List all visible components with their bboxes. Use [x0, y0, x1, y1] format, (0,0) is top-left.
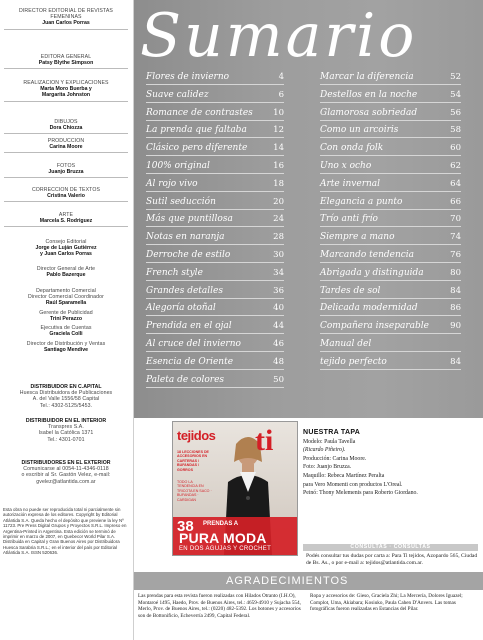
toc-entry[interactable]: [146, 321, 284, 334]
credit-name: Pablo Bazerque: [46, 272, 86, 279]
toc-entry[interactable]: [320, 321, 461, 334]
acknowledgements: [134, 572, 483, 640]
toc-entry[interactable]: [320, 108, 461, 121]
toc-entry-page: 90: [450, 321, 461, 332]
cover-headline: PURA MODA: [179, 530, 267, 546]
toc-entry-page: 14: [273, 143, 284, 154]
credit-block: [4, 187, 128, 202]
toc-entry-title: French style: [146, 267, 203, 278]
toc-entry[interactable]: [320, 161, 461, 174]
toc-entry-page: 40: [273, 303, 284, 314]
toc-entry-title: Derroche de estilo: [146, 250, 231, 260]
toc-entry-title: Uno x ocho: [320, 161, 372, 171]
toc-entry-title: Con onda folk: [320, 143, 384, 154]
toc-entry-page: 52: [450, 72, 461, 82]
credit-heading: Director General de Arte: [36, 266, 96, 272]
distribution-heading: DISTRIBUIDOR EN C.APITAL: [30, 384, 102, 390]
credit-block: [4, 163, 128, 178]
credit-heading: Ejecutiva de Cuentas: [40, 325, 92, 331]
toc-entry-page: 74: [450, 232, 461, 243]
toc-entry-page: 56: [450, 107, 461, 118]
toc-entry-title: Destellos en la noche: [320, 89, 418, 100]
toc-entry-rule: [320, 84, 461, 85]
credit-name: Dora Chiozza: [49, 125, 83, 132]
credit-name: Jorge de Luján Gutiérrez: [35, 245, 97, 252]
credit-name: Marta Moro Buerba y: [40, 86, 92, 93]
toc-entry-page: 46: [273, 339, 284, 349]
toc-entry-page: 16: [273, 161, 284, 171]
toc-entry[interactable]: [320, 90, 461, 103]
credit-block: [4, 138, 128, 153]
toc-entry[interactable]: [146, 375, 284, 388]
toc-entry-page: 28: [273, 232, 284, 243]
credit-heading: REALIZACION Y EXPLICACIONES: [23, 80, 109, 86]
cover-number: 38: [177, 518, 194, 535]
toc-entry[interactable]: [146, 357, 284, 370]
toc-entry-rule: [146, 280, 284, 281]
toc-entry-rule: [146, 244, 284, 245]
credit-heading: PRODUCCION: [47, 138, 85, 144]
toc-entry[interactable]: [320, 72, 461, 85]
distribution-line: o escribir al Sr. Gastón Velez, e-mail:: [21, 472, 111, 479]
toc-entry-page: 64: [450, 178, 461, 189]
credit-name: Marcela S. Rodriguez: [39, 218, 93, 225]
toc-entry-rule: [320, 315, 461, 316]
cover-logo: tejidos: [177, 428, 216, 443]
toc-entry-page: 4: [278, 72, 284, 82]
tapa-line: (Ricardo Piñeiro).: [303, 447, 346, 454]
credit-name: Carina Moore: [49, 144, 83, 151]
toc-entry-rule: [146, 387, 284, 388]
tapa-line: Foto: Juanjo Bruzza.: [303, 464, 352, 471]
legal-text: Esta obra no puede ser reproducida total ni parcialmente sin autorización expresa de los editores. Copyright by Editorial Atlántida S.A. Queda hecho el depósito que previene la ley Nº 11723. Pre Press Digital Grupos y Proyectos S.R.L. Impreso en Argentina-Printed in Argentina. Esta edición se terminó de imprimir en marzo de 2007, en Quebecor World Pilar S.A. Distribuida en Capital y Gran Buenos Aires por Distribuidora Huesca Sarabria S.R.L.; en el interior del país por Editorial Atlántida S.A. ISSN 520636.: [3, 507, 127, 556]
toc-entry[interactable]: [320, 357, 461, 370]
toc-entry[interactable]: [146, 197, 284, 210]
toc-entry-page: 86: [450, 303, 461, 314]
toc-entry-rule: [146, 262, 284, 263]
toc-entry-page: 70: [450, 214, 461, 225]
credit-heading: Departamento Comercial: [36, 288, 96, 294]
toc-entry-page: 36: [273, 285, 284, 296]
toc-entry-rule: [320, 209, 461, 210]
toc-entry-title: Alegoría otoñal: [146, 303, 216, 314]
credit-divider: [4, 226, 128, 227]
toc-entry-rule: [146, 84, 284, 85]
distribution-block: [4, 418, 128, 443]
toc-entry-rule: [320, 244, 461, 245]
toc-entry-page: 48: [273, 356, 284, 367]
acknowledgements-bar: [134, 572, 483, 590]
credit-divider: [4, 177, 128, 178]
toc-entry-page: 6: [278, 89, 284, 100]
toc-entry-title: Como un arcoiris: [320, 125, 399, 136]
toc-entry-title: Glamorosa sobriedad: [320, 107, 418, 118]
cover-thumbnail: [172, 421, 298, 556]
cover-side-text-2: TODO LA TENDENCIA EN TRICOTA EN SACO · BUFANDAS · CARDIGAN: [177, 480, 212, 502]
toc-entry-rule: [146, 369, 284, 370]
toc-entry[interactable]: [320, 250, 461, 263]
toc-entry-page: 44: [273, 321, 284, 332]
toc-entry-title: Tardes de sol: [320, 285, 381, 296]
cover-side-text: 18 LECCIONES DE ACCESORIOS EN CARTERAS / BUFANDAS / GORROS: [177, 450, 209, 472]
toc-entry[interactable]: [320, 232, 461, 245]
credit-name: Raúl Sparamella: [45, 300, 87, 307]
toc-entry-page: 10: [273, 107, 284, 118]
contents-title: Sumario: [140, 1, 418, 71]
consultas-text: Podés consultar tus dudas por carta a: Para Ti tejidos, Azopardo 565, Ciudad de Bs. As., o por e-mail a: tejidos@atlantida.com.ar.: [306, 553, 478, 566]
credit-block: [4, 119, 128, 134]
toc-entry[interactable]: [320, 143, 461, 156]
toc-entry[interactable]: [146, 250, 284, 263]
credit-heading: Director de Distribución y Ventas: [26, 341, 106, 347]
tapa-line: Producción: Carina Moore.: [303, 455, 367, 462]
toc-entry[interactable]: [146, 214, 284, 227]
toc-entry-rule: [146, 315, 284, 316]
credit-divider: [4, 68, 128, 69]
toc-entry-title: La prenda que faltaba: [146, 125, 247, 136]
toc-entry-title: Al cruce del invierno: [146, 339, 241, 349]
toc-entry[interactable]: [146, 268, 284, 281]
toc-entry-title: tejido perfecto: [320, 356, 387, 367]
toc-entry[interactable]: [146, 339, 284, 352]
toc-entry-title: Trío anti frío: [320, 214, 378, 225]
credit-block: [4, 8, 128, 30]
toc-entry-title: Romance de contrastes: [146, 107, 253, 118]
toc-entry-title: Sutil seducción: [146, 196, 216, 207]
tapa-line: Maquillo: Rebeca Martínez Peralta: [303, 472, 385, 479]
consultas-box: [303, 544, 478, 569]
toc-entry-rule: [320, 137, 461, 138]
toc-entry-rule: [146, 298, 284, 299]
toc-entry-title: Paleta de colores: [146, 374, 225, 385]
toc-entry-title: Esencia de Oriente: [146, 356, 234, 367]
tapa-line: Modelo: Paula Tavella: [303, 438, 356, 445]
toc-entry-rule: [320, 298, 461, 299]
toc-entry-rule: [146, 102, 284, 103]
toc-entry[interactable]: [320, 197, 461, 210]
toc-entry-rule: [320, 280, 461, 281]
toc-entry-page: 60: [450, 143, 461, 154]
toc-entry-rule: [320, 155, 461, 156]
toc-entry[interactable]: [146, 232, 284, 245]
credit-divider: [4, 152, 128, 153]
credit-name: Santiago Mendive: [43, 347, 89, 354]
toc-entry-rule: [320, 226, 461, 227]
toc-entry[interactable]: [320, 214, 461, 227]
toc-entry[interactable]: [320, 339, 461, 352]
toc-entry[interactable]: [146, 143, 284, 156]
toc-entry-rule: [146, 333, 284, 334]
credit-name: Juanjo Bruzza: [48, 169, 84, 176]
toc-entry-title: Grandes detalles: [146, 285, 223, 296]
credit-name: Cristina Valerio: [47, 193, 85, 200]
toc-entry-page: 18: [273, 178, 284, 189]
toc-entry[interactable]: [146, 90, 284, 103]
credit-divider: [4, 29, 128, 30]
distribution-line: Huesca Distribuidora de Publicaciones: [19, 390, 113, 397]
toc-entry-title: Más que puntillosa: [146, 214, 233, 225]
toc-entry-page: 80: [450, 267, 461, 278]
credit-name: y Juan Carlos Porras: [40, 251, 92, 258]
toc-entry[interactable]: [146, 179, 284, 192]
toc-entry-page: 12: [273, 125, 284, 136]
toc-entry-rule: [320, 102, 461, 103]
credit-block: [4, 212, 128, 227]
cover-credits-heading: NUESTRA TAPA: [303, 429, 361, 436]
toc-entry[interactable]: [146, 161, 284, 174]
credit-heading: Director Comercial Coordinador: [28, 294, 104, 300]
credits-sidebar: [0, 0, 134, 640]
toc-entry[interactable]: [320, 303, 461, 316]
toc-entry-rule: [320, 173, 461, 174]
toc-entry-page: 66: [450, 196, 461, 207]
toc-entry[interactable]: [320, 286, 461, 299]
credit-heading: FOTOS: [56, 163, 76, 169]
toc-entry-rule: [320, 369, 461, 370]
toc-entry-rule: [146, 191, 284, 192]
toc-entry-page: 24: [273, 214, 284, 225]
distribution-line: Tel.: 4302-5125/5453.: [39, 402, 93, 409]
credit-heading: ARTE: [58, 212, 74, 218]
toc-entry[interactable]: [146, 303, 284, 316]
toc-entry-page: 84: [450, 285, 461, 296]
toc-entry[interactable]: [146, 125, 284, 138]
toc-entry-title: Elegancia a punto: [320, 196, 403, 207]
toc-entry-page: 50: [273, 374, 284, 385]
toc-entry-page: 54: [450, 89, 461, 100]
tapa-line: para Vero Momenti con productos L'Oreal.: [303, 481, 403, 488]
acknowledgements-right: Ropa y accesorios de: Gieso, Graciela Zhi; La Mercería, Dolores Iguazel; Complot, Uma, Akiabara; Kosiuko, Paula Cahen D'Anvers. Las tomas fotográficas fueron realizadas en Estancias del Pilar.: [310, 593, 463, 612]
toc-entry-title: Compañera inseparable: [320, 321, 429, 332]
toc-entry[interactable]: [146, 72, 284, 85]
tapa-line: Peinó: Thony Melemenis para Roberto Giordano.: [303, 490, 418, 497]
credit-heading: EDITORA GENERAL: [40, 54, 92, 60]
credit-heading: DIBUJOS: [54, 119, 78, 125]
credit-divider: [4, 133, 128, 134]
toc-entry-rule: [320, 120, 461, 121]
toc-entry-page: 62: [450, 161, 461, 171]
toc-entry-page: 34: [273, 267, 284, 278]
toc-entry-rule: [320, 262, 461, 263]
consultas-bar: CONSULTAS · CONSULTAS: [303, 544, 478, 551]
toc-entry-page: 58: [450, 125, 461, 136]
toc-entry-title: Clásico pero diferente: [146, 143, 248, 154]
credit-name: Juan Carlos Porras: [42, 20, 90, 27]
toc-entry-title: Marcando tendencia: [320, 250, 415, 260]
distribution-line: Transpres S.A.: [48, 424, 84, 431]
cover-prendas: PRENDAS A: [203, 521, 239, 527]
credit-heading: CORRECCION DE TEXTOS: [31, 187, 101, 193]
toc-entry-title: Siempre a mano: [320, 232, 395, 243]
credit-block: [4, 80, 128, 102]
toc-entry-rule: [146, 226, 284, 227]
distribution-line: Tel.: 4301-0701: [47, 436, 85, 443]
toc-entry[interactable]: [146, 286, 284, 299]
toc-entry-title: Al rojo vivo: [146, 178, 198, 189]
distribution-line: A. del Valle 1556/58 Capital: [32, 396, 100, 403]
toc-entry-page: 84: [450, 356, 461, 367]
toc-entry-title: Manual del: [320, 339, 372, 349]
toc-entry[interactable]: [320, 268, 461, 281]
toc-entry-title: Notas en naranja: [146, 232, 225, 243]
distribution-line: Comunicarse al 0054-11-4346-0118: [23, 466, 109, 473]
toc-entry-title: Prendida en el ojal: [146, 321, 232, 332]
toc-entry-rule: [146, 173, 284, 174]
toc-entry[interactable]: [146, 108, 284, 121]
toc-entry-title: Arte invernal: [320, 178, 381, 189]
toc-entry-page: 76: [450, 250, 461, 260]
credit-block: [4, 266, 128, 278]
toc-entry-title: Flores de invierno: [146, 72, 230, 82]
credit-name: Margarita Johnston: [41, 92, 91, 99]
toc-entry-rule: [146, 137, 284, 138]
credit-block: [4, 310, 128, 322]
acknowledgements-title: AGRADECIMIENTOS: [226, 575, 349, 587]
credit-name: Patsy Blythe Simpson: [38, 60, 94, 67]
credit-block: [4, 54, 128, 69]
credit-heading: DIRECTOR EDITORIAL DE REVISTAS FEMENINAS: [19, 8, 113, 21]
credit-block: [4, 325, 128, 337]
distribution-block: [4, 384, 128, 409]
credit-heading: Consejo Editorial: [45, 239, 87, 245]
distribution-heading: DISTRIBUIDOR EN EL INTERIOR: [25, 418, 107, 424]
distribution-block: [4, 460, 128, 485]
cover-subheadline: EN DOS AGUJAS Y CROCHET: [179, 546, 272, 552]
credit-divider: [4, 201, 128, 202]
credit-block: [4, 341, 128, 353]
toc-entry-rule: [146, 155, 284, 156]
toc-entry-title: Abrigada y distinguida: [320, 267, 424, 278]
distribution-heading: DISTRIBUIDORES EN EL EXTERIOR: [21, 460, 111, 466]
toc-entry-title: Delicada modernidad: [320, 303, 418, 314]
toc-entry[interactable]: [320, 125, 461, 138]
credit-heading: Gerente de Publicidad: [39, 310, 93, 316]
cover-credits: [303, 429, 478, 498]
credit-divider: [4, 101, 128, 102]
credit-block: [4, 239, 128, 258]
toc-entry-rule: [146, 351, 284, 352]
credit-block: [4, 294, 128, 306]
credit-name: Graciela Colli: [49, 331, 83, 338]
acknowledgements-left: Las prendas para esta revista fueron realizadas con Hilados Otranto (I.H.O), Montaroé 1495, Haedo, Prov. de Buenos Aires, tel.: 4659-4910 y Sujacha 554, Merlo, Prov. de Buenos Aires, tel.: (0220) 482-5392. Los botones y accesorios son de Bottonificio, Echeverría 2499, Capital Federal.: [138, 593, 301, 619]
toc-entry-title: Marcar la diferencia: [320, 72, 414, 82]
credit-name: Trini Perazzo: [50, 316, 82, 323]
toc-entry[interactable]: [320, 179, 461, 192]
toc-entry-title: Suave calidez: [146, 89, 209, 100]
toc-entry-rule: [146, 209, 284, 210]
toc-entry-rule: [320, 333, 461, 334]
toc-entry-rule: [320, 351, 461, 352]
toc-entry-page: 20: [273, 196, 284, 207]
toc-entry-rule: [320, 191, 461, 192]
cover-big-letter: ti: [255, 424, 274, 457]
toc-entry-rule: [146, 120, 284, 121]
toc-entry-page: 30: [273, 250, 284, 260]
distribution-line: Isabel la Católica 1371: [38, 430, 94, 437]
toc-entry-title: 100% original: [146, 161, 210, 171]
distribution-line: gvelez@atlantida.com.ar: [36, 478, 96, 485]
